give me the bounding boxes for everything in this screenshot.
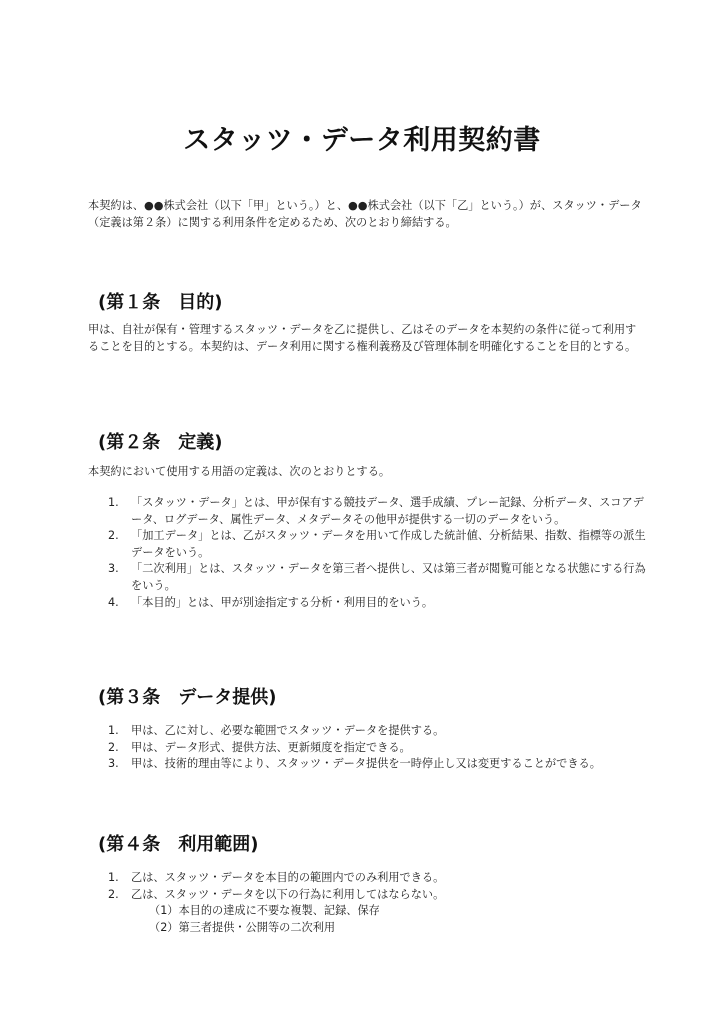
list-text: 「加工データ」とは、乙がスタッツ・データを用いて作成した統計値、分析結果、指数、指標等の派生データをいう。 [131,529,646,559]
list-number: 1. [108,496,119,509]
list-number: 4. [108,595,119,609]
list-number: 2. [108,740,119,754]
list-number: 1. [108,724,119,737]
list-text: 乙は、スタッツ・データを以下の行為に利用してはならない。 [131,887,445,901]
list-text: 甲は、データ形式、提供方法、更新頻度を指定できる。 [131,740,411,754]
list-text: 「二次利用」とは、スタッツ・データを第三者へ提供し、又は第三者が閲覧可能となる状態にする行為をいう。 [131,562,646,592]
list-item [108,870,653,887]
list-item [108,756,653,773]
list-item [108,528,653,561]
list-text: 乙は、スタッツ・データを本目的の範囲内でのみ利用できる。 [131,871,445,884]
list-item [108,723,653,740]
list-number: 3. [108,757,119,771]
list-text: 「本目的」とは、甲が別途指定する分析・利用目的をいう。 [131,595,434,609]
list-text: 甲は、技術的理由等により、スタッツ・データ提供を一時停止し又は変更することができる。 [131,757,601,771]
article-3-list [108,723,653,773]
list-item [108,887,653,937]
article-4-list [108,870,653,936]
list-item [108,740,653,757]
list-item [108,495,653,528]
article-1-body: 甲は、自社が保有・管理するスタッツ・データを乙に提供し、乙はそのデータを本契約の条件に従って利用することを目的とする。本契約は、データ利用に関する権利義務及び管理体制を明確化することを目的とする。 [88,323,637,353]
list-text: 甲は、乙に対し、必要な範囲でスタッツ・データを提供する。 [131,724,445,737]
list-number: 3. [108,562,119,576]
list-number: 2. [108,887,119,901]
list-item [108,595,653,612]
article-4-heading: (第４条 利用範囲) [98,834,259,855]
article-1-heading: (第１条 目的) [98,292,223,313]
preamble: 本契約は、●●株式会社（以下「甲」という。）と、●●株式会社（以下「乙」という。）が、スタッツ・データ（定義は第２条）に関する利用条件を定めるため、次のとおり締結する。 [88,199,642,229]
article-2-intro: 本契約において使用する用語の定義は、次のとおりとする。 [88,465,391,478]
sublist-item: （2）第三者提供・公開等の二次利用 [149,920,336,934]
list-item [108,561,653,594]
article-2-heading: (第２条 定義) [98,432,223,453]
list-number: 1. [108,871,119,884]
article-4-sublist [131,903,653,936]
list-text: 「スタッツ・データ」とは、甲が保有する競技データ、選手成績、プレー記録、分析データ、スコアデータ、ログデータ、属性データ、メタデータその他甲が提供する一切のデータをいう。 [131,496,644,526]
document-title: スタッツ・データ利用契約書 [183,125,541,156]
article-2-definitions-list [108,495,653,611]
list-number: 2. [108,529,119,543]
article-3-heading: (第３条 データ提供) [98,687,277,708]
sublist-item: （1）本目的の達成に不要な複製、記録、保存 [149,904,380,918]
